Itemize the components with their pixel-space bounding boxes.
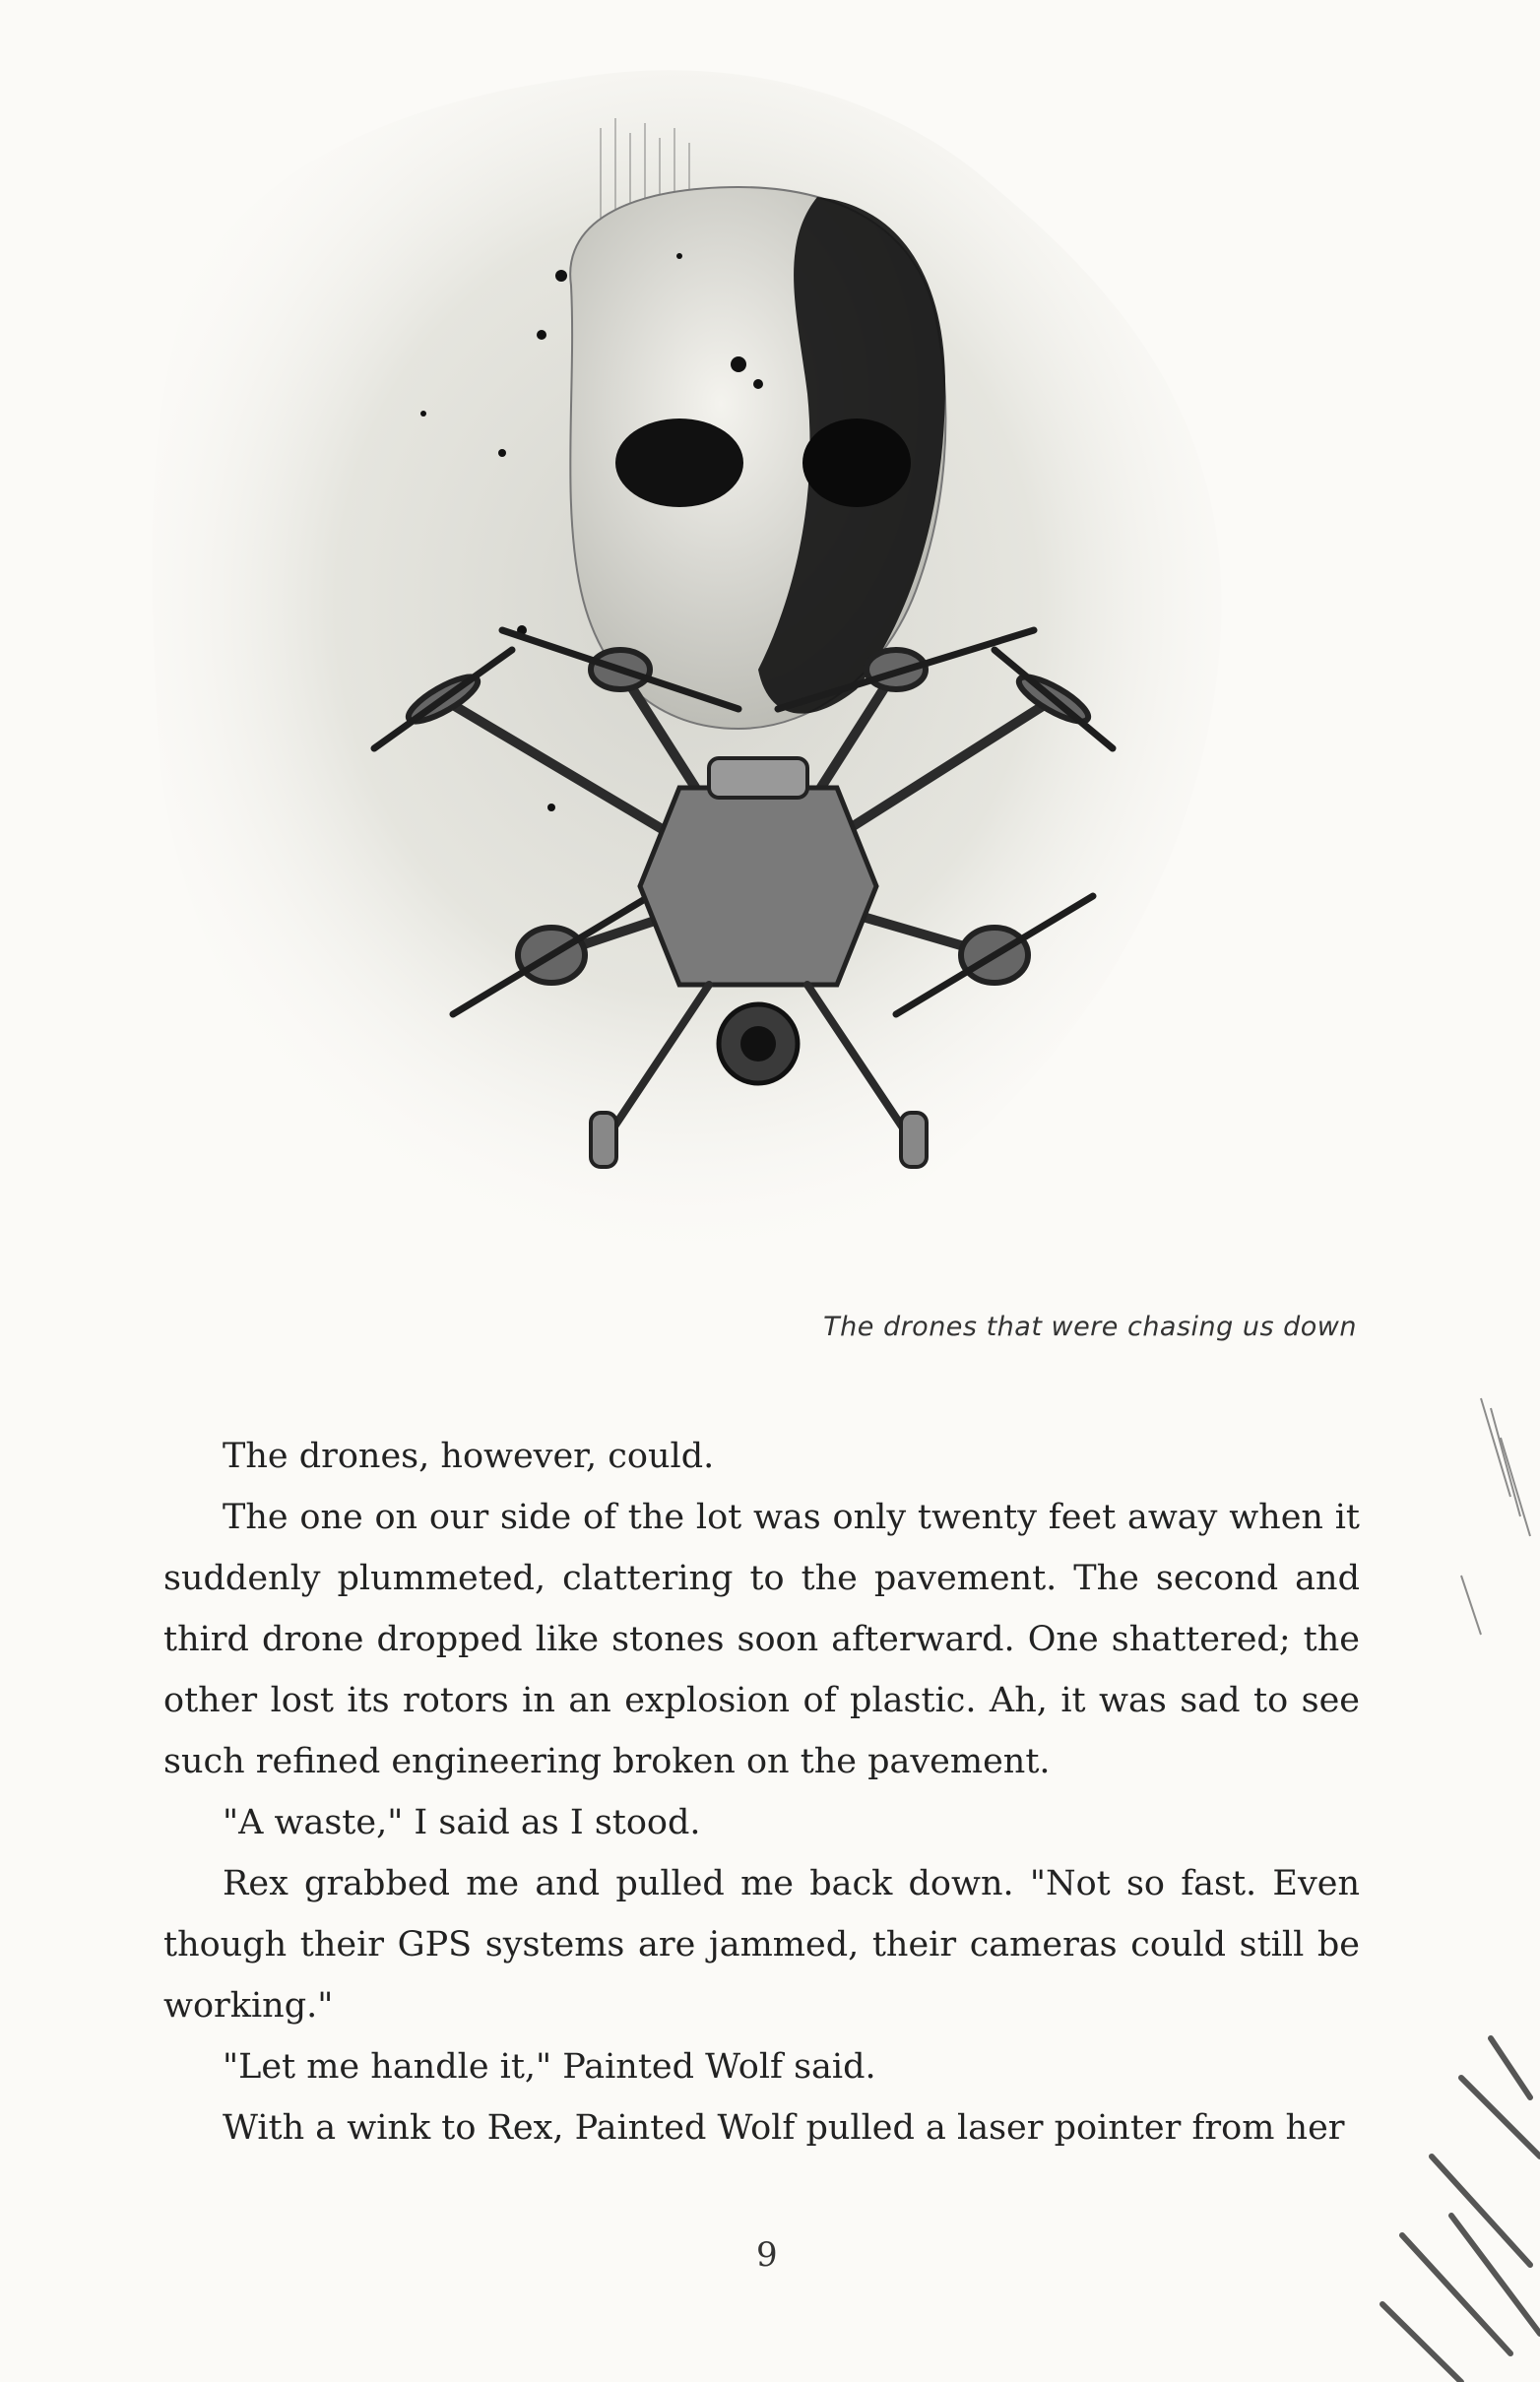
body-text xyxy=(163,1426,1360,2158)
paragraph: "Let me handle it," Painted Wolf said. xyxy=(223,2047,876,2087)
illustration-caption: The drones that were chasing us down xyxy=(823,1312,1357,1342)
margin-ink-smudge-bottom xyxy=(1343,2019,1540,2382)
paragraph: "A waste," I said as I stood. xyxy=(223,1803,701,1842)
paragraph: Rex grabbed me and pulled me back down. "Not so fast. Even though their GPS systems are jammed, their cameras could still be working." xyxy=(163,1864,1360,2026)
paragraph: The one on our side of the lot was only twenty feet away when it suddenly plummeted, clattering to the pavement. The second and third drone dropped like stones soon afterward. One shattered; the other lost its rotors in an explosion of plastic. Ah, it was sad to see such refined engineering broken on the pavement. xyxy=(163,1498,1360,1781)
margin-ink-smudge xyxy=(1422,1379,1540,1674)
drone-face-illustration xyxy=(128,39,1290,1310)
paragraph: With a wink to Rex, Painted Wolf pulled a laser pointer from her xyxy=(223,2108,1345,2148)
page-number: 9 xyxy=(756,2235,778,2275)
paragraph: The drones, however, could. xyxy=(223,1437,715,1476)
